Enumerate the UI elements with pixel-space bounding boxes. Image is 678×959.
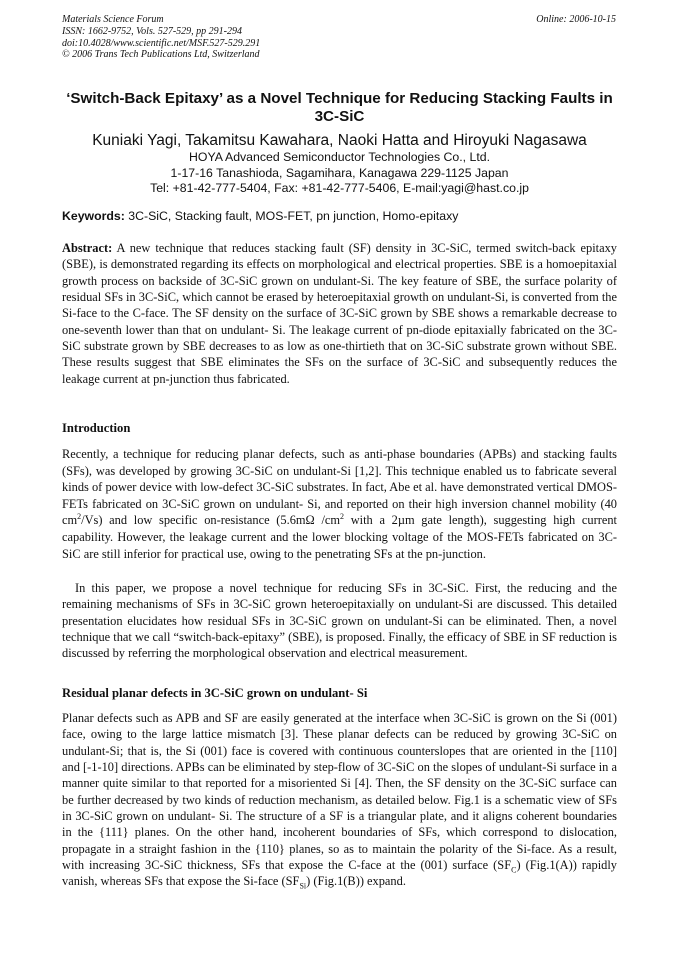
paper-title: ‘Switch-Back Epitaxy’ as a Novel Technique for Reducing Stacking Faults in 3C-SiC [66, 90, 613, 125]
abstract-text: A new technique that reduces stacking fault (SF) density in 3C-SiC, termed switch-back epitaxy (SBE), is demonstrated regarding its effects on morphological and electrical properties. SBE is a homoepitaxial growth process on backside of 3C-SiC grown on undulant-Si. The key feature of SBE, the surface polarity of residual SFs in 3C-SiC, which cannot be erased by heteroepitaxial growth on undulant-Si, is converted from the Si-face to the C-face. The SF density on the surface of 3C-SiC grown by SBE shows a remarkable decrease to one-seventh lower than that on undulant- Si. The leakage current of pn-diode epitaxially fabricated on the 3C-SiC substrate grown by SBE decreases to as low as one-thirtieth that on 3C-SiC substrate grown without SBE. These results suggest that SBE eliminates the SFs on the surface of 3C-SiC and subsequently reduces the leakage current at pn-junction thus fabricated. [62, 241, 617, 386]
journal-name: Materials Science Forum [62, 14, 164, 25]
text: Recently, a technique for reducing planar defects, such as anti-phase boundaries (APBs) and stacking faults (SFs), was developed by growing 3C-SiC on undulant-Si [1,2]. This technique enabled us to fabricate several kinds of power device with low-defect 3C-SiC substrates. In fact, Abe et al. have demonstrated vertical DMOS-FETs fabricated on 3C-SiC grown on undulant- Si, and reported on their high inversion channel mobility (40 cm [62, 447, 617, 528]
keywords-label: Keywords: [62, 209, 125, 223]
abstract [62, 240, 617, 387]
superscript: 2 [77, 512, 82, 522]
abstract-label: Abstract: [62, 241, 113, 255]
keywords-text: 3C-SiC, Stacking fault, MOS-FET, pn junction, Homo-epitaxy [124, 209, 459, 223]
section-heading-residual: Residual planar defects in 3C-SiC grown on undulant- Si [62, 686, 368, 700]
authors: Kuniaki Yagi, Takamitsu Kawahara, Naoki Hatta and Hiroyuki Nagasawa [92, 132, 587, 149]
keywords [62, 209, 458, 223]
subscript: C [511, 865, 517, 875]
text: ) (Fig.1(A)) rapidly vanish, whereas SFs that expose the Si-face (SF [62, 858, 617, 889]
text: /Vs) and low specific on-resistance (5.6mΩ /cm [81, 513, 341, 528]
text: Planar defects such as APB and SF are easily generated at the interface when 3C-SiC is grown on the Si (001) face, owing to the large lattice mismatch [3]. These planar defects can be reduced by growing 3C-SiC on undulant-Si; that is, the Si (001) face is covered with continuous counterslopes that are oriented in the [110] and [-1-10] directions. APBs can be eliminated by step-flow of 3C-SiC on the slopes of undulant-Si surface in a manner quite similar to that reported for a misoriented Si [4]. Then, the SF density on the 3C-SiC surface can be further decreased by two kinds of reduction mechanism, as detailed below. Fig.1 is a schematic view of SFs in 3C-SiC grown on undulant- Si. The structure of a SF is a triangular plate, and it aligns coherent boundaries in the {111} planes. On the other hand, incoherent boundaries of SFs, which correspond to dislocation, propagate in a straight fashion in the {110} planes, so as to maintain the polarity of the Si-face. As a result, with increasing 3C-SiC thickness, SFs that expose the C-face at the (001) surface (SF [62, 711, 617, 873]
doi: doi:10.4028/www.scientific.net/MSF.527-529.291 [62, 37, 261, 49]
copyright: © 2006 Trans Tech Publications Ltd, Switzerland [62, 49, 260, 61]
organization: HOYA Advanced Semiconductor Technologies Co., Ltd. [189, 150, 490, 164]
subscript: Si [299, 881, 307, 891]
issn: ISSN: 1662-9752, Vols. 527-529, pp 291-294 [62, 25, 242, 37]
text: with a 2µm gate length), suggesting high current capability. However, the leakage current and the lower blocking voltage of the MOS-FETs fabricated on 3C-SiC are still inferior for practical use, owing to the penetrating SFs at the pn-junction. [62, 513, 617, 561]
online-date: Online: 2006-10-15 [536, 14, 616, 25]
section-heading-introduction: Introduction [62, 421, 131, 435]
journal-header [62, 14, 260, 61]
intro-paragraph-2: In this paper, we propose a novel technique for reducing SFs in 3C-SiC. First, the reducing and the remaining mechanisms of SFs in 3C-SiC grown heteroepitaxially on undulant-Si are discussed. This detailed presentation elucidates how residual SFs in 3C-SiC grown on undulant-Si can be eliminated. Then, a novel technique that we call “switch-back-epitaxy” (SBE), is proposed. Finally, the efficacy of SBE in SF reduction is discussed by referring the morphological observation and electrical measurement. [62, 581, 617, 661]
affiliation [62, 150, 617, 197]
text: ) (Fig.1(B)) expand. [306, 874, 406, 889]
contact: Tel: +81-42-777-5404, Fax: +81-42-777-5406, E-mail:yagi@hast.co.jp [150, 181, 529, 195]
superscript: 2 [340, 512, 345, 522]
intro-paragraph-1 [62, 446, 617, 562]
address: 1-17-16 Tanashioda, Sagamihara, Kanagawa 229-1125 Japan [170, 165, 509, 180]
residual-paragraph-1 [62, 710, 617, 890]
